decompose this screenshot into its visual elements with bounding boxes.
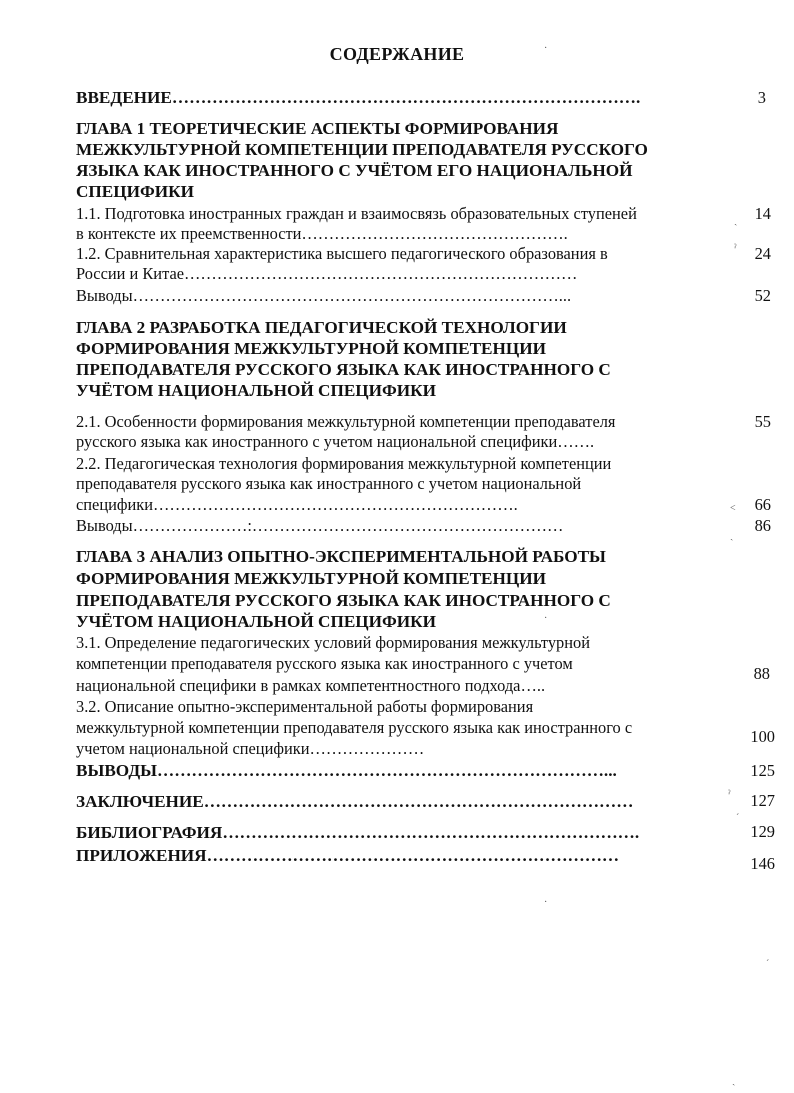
scan-speck: ˎ [730,530,734,541]
page-number-intro: 3 [757,88,766,107]
toc-entry-chapter-3-conclusions: ВЫВОДЫ……………………………………………………………………... [76,761,617,780]
scan-speck: ˊ [766,959,770,970]
toc-entry-3-1-line: национальной специфики в рамках компетентностного подхода….. [76,676,546,695]
page-number-conclusion: 127 [750,791,775,810]
scan-speck: · [544,897,548,908]
toc-entry-2-2-line: 2.2. Педагогическая технология формирования межкультурной компетенции [76,454,612,473]
chapter-3-heading-line: УЧЁТОМ НАЦИОНАЛЬНОЙ СПЕЦИФИКИ [76,612,437,631]
toc-entry-2-1-line: русского языка как иностранного с учетом национальной специфики……. [76,432,595,451]
toc-entry-3-2-line: межкультурной компетенции преподавателя русского языка как иностранного с [76,718,633,737]
toc-entry-bibliography: БИБЛИОГРАФИЯ………………………………………………………………. [76,823,640,842]
chapter-1-heading-line: СПЕЦИФИКИ [76,182,194,201]
toc-entry-3-2-line: 3.2. Описание опытно-экспериментальной работы формирования [76,697,534,716]
toc-entry-chapter-2-conclusions: Выводы…………………:………………………………………………… [76,516,564,535]
toc-entry-3-1-line: компетенции преподавателя русского языка как иностранного с учетом [76,654,573,673]
toc-entry-2-2-line: преподавателя русского языка как иностранного с учетом национальной [76,474,582,493]
scan-speck: ˂ [730,503,736,514]
chapter-2-heading-line: УЧЁТОМ НАЦИОНАЛЬНОЙ СПЕЦИФИКИ [76,381,437,400]
page-number-3-1: 88 [753,664,770,683]
toc-entry-2-2-line: специфики…………………………………………………………. [76,495,518,514]
chapter-1-heading-line: МЕЖКУЛЬТУРНОЙ КОМПЕТЕНЦИИ ПРЕПОДАВАТЕЛЯ РУССКОГО [76,140,648,159]
toc-entry-intro: ВВЕДЕНИЕ………………………………………………………………………. [76,88,641,107]
scan-speck: ˀ [728,789,731,800]
scan-speck: · [544,613,548,624]
scan-speck: ˏ [732,1075,736,1086]
page-number-1-2: 24 [754,244,771,263]
toc-entry-2-1-line: 2.1. Особенности формирования межкультурной компетенции преподавателя [76,412,616,431]
page-number-2-2: 66 [754,495,771,514]
chapter-3-heading-line: ПРЕПОДАВАТЕЛЯ РУССКОГО ЯЗЫКА КАК ИНОСТРАННОГО С [76,591,611,610]
scan-speck: ˊ [736,813,740,824]
chapter-3-heading-line: ГЛАВА 3 АНАЛИЗ ОПЫТНО-ЭКСПЕРИМЕНТАЛЬНОЙ РАБОТЫ [76,547,606,566]
chapter-2-heading-line: ГЛАВА 2 РАЗРАБОТКА ПЕДАГОГИЧЕСКОЙ ТЕХНОЛОГИИ [76,318,567,337]
page-number-3-2: 100 [750,727,775,746]
page-number-bibliography: 129 [750,822,775,841]
page-number-chapter-1-conclusions: 52 [754,286,771,305]
chapter-2-heading-line: ФОРМИРОВАНИЯ МЕЖКУЛЬТУРНОЙ КОМПЕТЕНЦИИ [76,339,546,358]
scan-speck: ˏ [734,215,738,226]
toc-entry-appendix: ПРИЛОЖЕНИЯ……………………………………………………………… [76,846,620,865]
page-number-chapter-2-conclusions: 86 [754,516,771,535]
toc-entry-1-1-line: в контексте их преемственности…………………………………………. [76,224,568,243]
toc-entry-chapter-1-conclusions: Выводы……………………………………………………………………... [76,286,572,305]
toc-entry-conclusion: ЗАКЛЮЧЕНИЕ………………………………………………………………… [76,792,634,811]
toc-entry-1-2-line: 1.2. Сравнительная характеристика высшего педагогического образования в [76,244,608,263]
page-number-1-1: 14 [754,204,771,223]
toc-entry-1-1-line: 1.1. Подготовка иностранных граждан и взаимосвязь образовательных ступеней [76,204,637,223]
chapter-2-heading-line: ПРЕПОДАВАТЕЛЯ РУССКОГО ЯЗЫКА КАК ИНОСТРАННОГО С [76,360,611,379]
chapter-3-heading-line: ФОРМИРОВАНИЯ МЕЖКУЛЬТУРНОЙ КОМПЕТЕНЦИИ [76,569,546,588]
toc-entry-3-2-line: учетом национальной специфики………………… [76,739,425,758]
scan-speck: · [544,43,548,54]
page-title: СОДЕРЖАНИЕ [329,44,465,64]
page-number-appendix: 146 [750,854,775,873]
scan-speck: ˀ [734,243,737,254]
page-number-chapter-3-conclusions: 125 [750,761,775,780]
toc-entry-3-1-line: 3.1. Определение педагогических условий формирования межкультурной [76,633,590,652]
page-number-2-1: 55 [754,412,771,431]
chapter-1-heading-line: ЯЗЫКА КАК ИНОСТРАННОГО С УЧЁТОМ ЕГО НАЦИОНАЛЬНОЙ [76,161,633,180]
toc-entry-1-2-line: России и Китае……………………………………………………………… [76,264,578,283]
chapter-1-heading-line: ГЛАВА 1 ТЕОРЕТИЧЕСКИЕ АСПЕКТЫ ФОРМИРОВАНИЯ [76,119,559,138]
